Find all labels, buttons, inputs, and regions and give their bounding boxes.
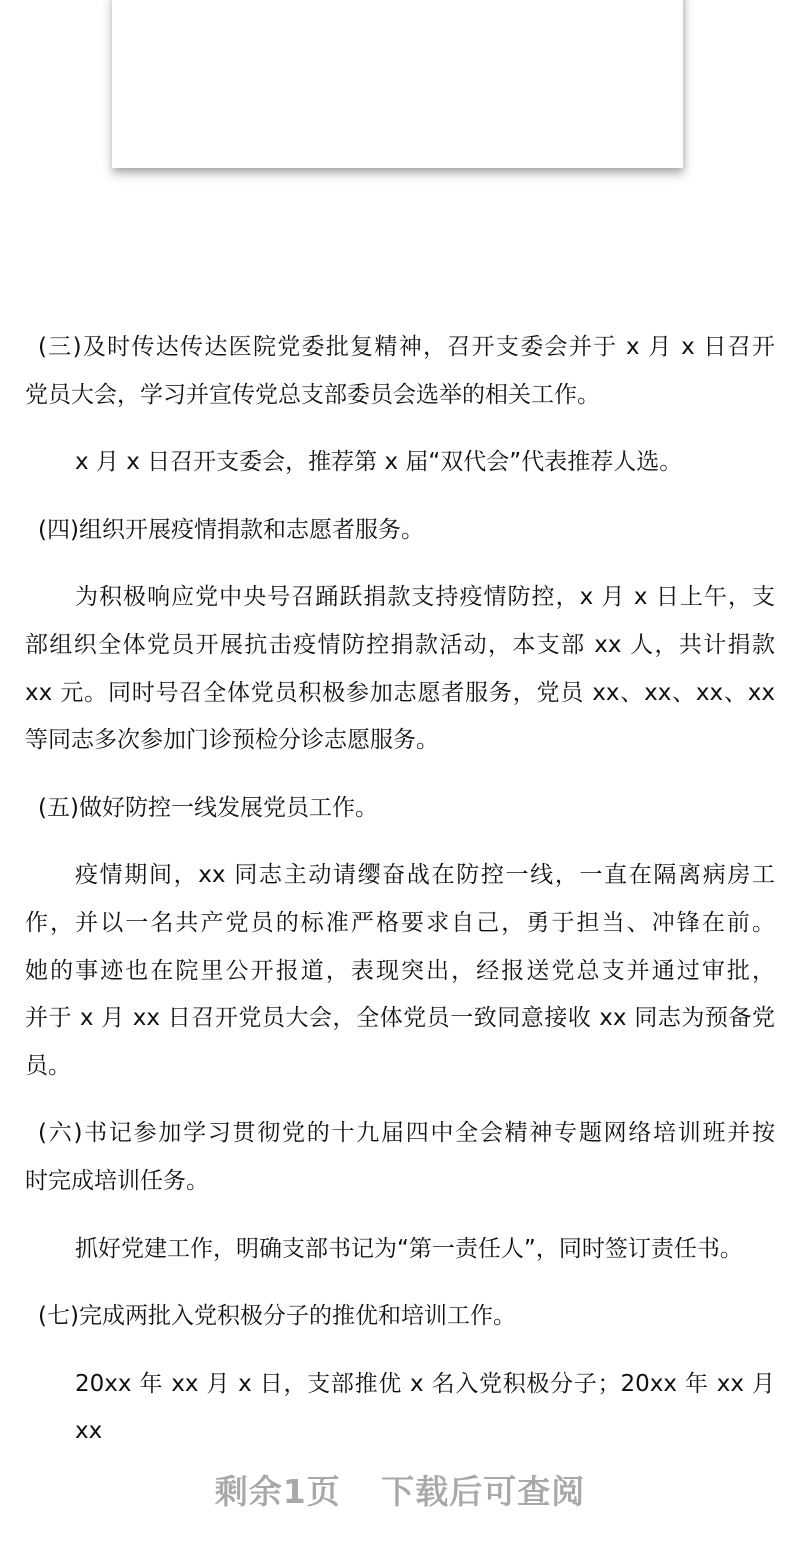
text-line: 并于 x 月 xx 日召开党员大会，全体党员一致同意接收 xx 同志为预备党	[25, 1005, 775, 1032]
text-line: 党员大会，学习并宣传党总支部委员会选举的相关工作。	[25, 381, 600, 408]
section-6-heading	[25, 1110, 775, 1205]
text-line: x 月 x 日召开支委会，推荐第 x 届“双代会”代表推荐人选。	[75, 449, 683, 476]
paragraph	[25, 1226, 775, 1274]
text-line: 作，并以一名共产党员的标准严格要求自己，勇于担当、冲锋在前。	[25, 909, 775, 936]
section-5-heading	[25, 785, 775, 833]
text-line: 20xx 年 xx 月 x 日，支部推优 x 名入党积极分子；20xx 年 xx 月 xx	[75, 1370, 775, 1445]
section-7-heading	[25, 1293, 775, 1341]
text-line: 时完成培训任务。	[25, 1167, 209, 1194]
text-line: 抓好党建工作，明确支部书记为“第一责任人”，同时签订责任书。	[75, 1235, 743, 1262]
download-prompt[interactable]	[0, 1466, 800, 1513]
paragraph	[25, 574, 775, 764]
paragraph	[25, 1361, 775, 1445]
text-line: (四)组织开展疫情捐款和志愿者服务。	[38, 516, 424, 543]
text-line: (五)做好防控一线发展党员工作。	[38, 794, 378, 821]
text-line: 等同志多次参加门诊预检分诊志愿服务。	[25, 727, 439, 754]
paragraph	[25, 439, 775, 487]
text-line: 疫情期间，xx 同志主动请缨奋战在防控一线，一直在隔离病房工	[75, 862, 775, 889]
text-line: 为积极响应党中央号召踊跃捐款支持疫情防控，x 月 x 日上午，支	[75, 584, 775, 611]
text-line: 她的事迹也在院里公开报道，表现突出，经报送党总支并通过审批，	[25, 957, 775, 984]
section-3-heading	[25, 324, 775, 419]
section-4-heading	[25, 507, 775, 555]
text-line: (七)完成两批入党积极分子的推优和培训工作。	[38, 1303, 516, 1330]
download-to-view-label[interactable]: 下载后可查阅	[381, 1472, 586, 1511]
document-body	[25, 324, 775, 1445]
remaining-pages-label[interactable]: 剩余1页	[214, 1472, 341, 1511]
paragraph	[25, 852, 775, 1090]
previous-page-card	[112, 0, 683, 168]
text-line: (六)书记参加学习贯彻党的十九届四中全会精神专题网络培训班并按	[38, 1120, 775, 1147]
text-line: (三)及时传达传达医院党委批复精神，召开支委会并于 x 月 x 日召开	[38, 334, 775, 360]
text-line: xx 元。同时号召全体党员积极参加志愿者服务，党员 xx、xx、xx、xx	[25, 679, 775, 706]
text-line: 员。	[25, 1052, 71, 1079]
text-line: 部组织全体党员开展抗击疫情防控捐款活动，本支部 xx 人，共计捐款	[25, 631, 775, 658]
